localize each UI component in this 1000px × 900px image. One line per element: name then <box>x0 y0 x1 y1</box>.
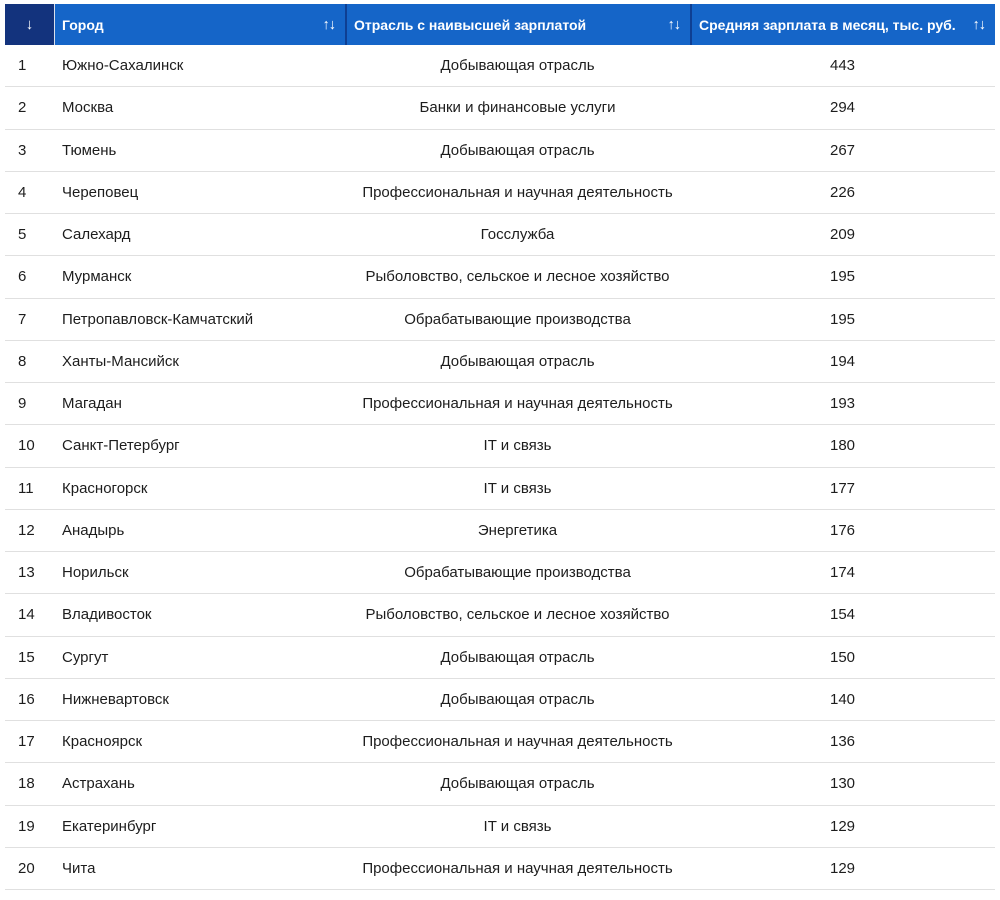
table-row <box>5 806 995 848</box>
salary-cell: 154 <box>829 606 856 624</box>
table-row <box>5 468 995 510</box>
city-cell: Магадан <box>62 395 122 413</box>
salary-cell: 180 <box>829 437 856 455</box>
rank-cell: 11 <box>18 479 34 497</box>
city-cell: Владивосток <box>62 606 152 624</box>
rank-cell: 16 <box>18 690 35 708</box>
salary-cell: 193 <box>829 395 856 413</box>
table-row <box>5 552 995 594</box>
table-row <box>5 45 995 87</box>
salary-cell: 177 <box>829 479 856 497</box>
table-row <box>5 594 995 636</box>
rank-cell: 12 <box>18 521 35 539</box>
rank-cell: 1 <box>18 57 27 75</box>
city-cell: Череповец <box>62 183 139 201</box>
table-row <box>5 721 995 763</box>
table-row <box>5 679 995 721</box>
industry-cell: Профессиональная и научная деятельность <box>362 183 673 201</box>
city-cell: Мурманск <box>62 268 132 286</box>
city-cell: Красноярск <box>62 733 143 751</box>
salary-cell: 294 <box>829 99 856 117</box>
salary-cell: 443 <box>829 57 856 75</box>
city-cell: Петропавловск-Камчатский <box>62 310 254 328</box>
table-row <box>5 637 995 679</box>
rank-cell: 6 <box>18 268 27 286</box>
table-row <box>5 848 995 890</box>
sort-toggle-icon[interactable]: ↑↓ <box>322 16 335 33</box>
salary-cell: 194 <box>829 352 856 370</box>
sort-descending-icon[interactable]: ↓ <box>25 16 34 33</box>
rank-cell: 17 <box>18 733 35 751</box>
salary-cell: 195 <box>829 268 856 286</box>
industry-cell: IT и связь <box>483 479 552 497</box>
industry-cell: Добывающая отрасль <box>440 648 595 666</box>
rank-cell: 4 <box>18 183 27 201</box>
table-row <box>5 214 995 256</box>
city-cell: Тюмень <box>62 141 117 159</box>
city-cell: Анадырь <box>62 521 125 539</box>
header-cell-rank[interactable] <box>5 4 55 45</box>
header-cell-industry[interactable] <box>345 4 690 45</box>
rank-cell: 18 <box>18 775 35 793</box>
industry-cell: Добывающая отрасль <box>440 141 595 159</box>
rank-cell: 15 <box>18 648 35 666</box>
city-cell: Норильск <box>62 564 129 582</box>
table-row <box>5 130 995 172</box>
salary-cell: 226 <box>829 183 856 201</box>
rank-cell: 7 <box>18 310 27 328</box>
header-cell-city[interactable] <box>55 4 345 45</box>
industry-cell: Обрабатывающие производства <box>404 564 631 582</box>
sort-toggle-icon[interactable]: ↑↓ <box>667 16 680 33</box>
header-cell-salary[interactable] <box>690 4 995 45</box>
industry-cell: Профессиональная и научная деятельность <box>362 395 673 413</box>
city-cell: Нижневартовск <box>62 690 169 708</box>
salary-cell: 150 <box>829 648 856 666</box>
industry-cell: Добывающая отрасль <box>440 690 595 708</box>
table-row <box>5 510 995 552</box>
industry-cell: Госслужба <box>480 226 555 244</box>
city-cell: Чита <box>62 859 96 877</box>
salary-cell: 195 <box>829 310 856 328</box>
table-row <box>5 383 995 425</box>
city-cell: Сургут <box>62 648 109 666</box>
industry-cell: IT и связь <box>483 437 552 455</box>
industry-cell: Добывающая отрасль <box>440 352 595 370</box>
rank-cell: 3 <box>18 141 27 159</box>
rank-cell: 2 <box>18 99 27 117</box>
industry-cell: Профессиональная и научная деятельность <box>362 859 673 877</box>
table-header <box>5 4 995 45</box>
industry-cell: Энергетика <box>477 521 558 539</box>
table-row <box>5 172 995 214</box>
industry-cell: Рыболовство, сельское и лесное хозяйство <box>365 606 670 624</box>
rank-cell: 9 <box>18 395 27 413</box>
salary-cell: 174 <box>829 564 856 582</box>
city-cell: Астрахань <box>62 775 135 793</box>
industry-cell: Добывающая отрасль <box>440 57 595 75</box>
city-cell: Санкт-Петербург <box>62 437 180 455</box>
city-cell: Красногорск <box>62 479 148 497</box>
industry-cell: Рыболовство, сельское и лесное хозяйство <box>365 268 670 286</box>
sort-toggle-icon[interactable]: ↑↓ <box>972 16 985 33</box>
salary-cell: 176 <box>829 521 856 539</box>
table-row <box>5 425 995 467</box>
salary-table <box>5 4 995 890</box>
rank-cell: 19 <box>18 817 35 835</box>
city-cell: Екатеринбург <box>62 817 157 835</box>
industry-cell: Добывающая отрасль <box>440 775 595 793</box>
header-city-label: Город <box>62 16 104 33</box>
salary-cell: 136 <box>829 733 856 751</box>
city-cell: Ханты-Мансийск <box>62 352 179 370</box>
salary-cell: 129 <box>829 817 856 835</box>
rank-cell: 5 <box>18 226 27 244</box>
rank-cell: 8 <box>18 352 27 370</box>
salary-cell: 267 <box>829 141 856 159</box>
table-row <box>5 299 995 341</box>
table-row <box>5 87 995 129</box>
city-cell: Южно-Сахалинск <box>62 57 184 75</box>
salary-cell: 209 <box>829 226 856 244</box>
rank-cell: 10 <box>18 437 35 455</box>
salary-cell: 129 <box>829 859 856 877</box>
table-body <box>5 45 995 890</box>
header-salary-label: Средняя зарплата в месяц, тыс. руб. <box>699 16 956 33</box>
table-row <box>5 341 995 383</box>
table-row <box>5 763 995 805</box>
industry-cell: IT и связь <box>483 817 552 835</box>
industry-cell: Обрабатывающие производства <box>404 310 631 328</box>
industry-cell: Профессиональная и научная деятельность <box>362 733 673 751</box>
header-industry-label: Отрасль с наивысшей зарплатой <box>354 16 587 33</box>
industry-cell: Банки и финансовые услуги <box>419 99 616 117</box>
table-row <box>5 256 995 298</box>
city-cell: Москва <box>62 99 114 117</box>
rank-cell: 13 <box>18 564 35 582</box>
salary-cell: 130 <box>829 775 856 793</box>
rank-cell: 14 <box>18 606 35 624</box>
city-cell: Салехард <box>62 226 131 244</box>
salary-cell: 140 <box>829 690 856 708</box>
rank-cell: 20 <box>18 859 35 877</box>
